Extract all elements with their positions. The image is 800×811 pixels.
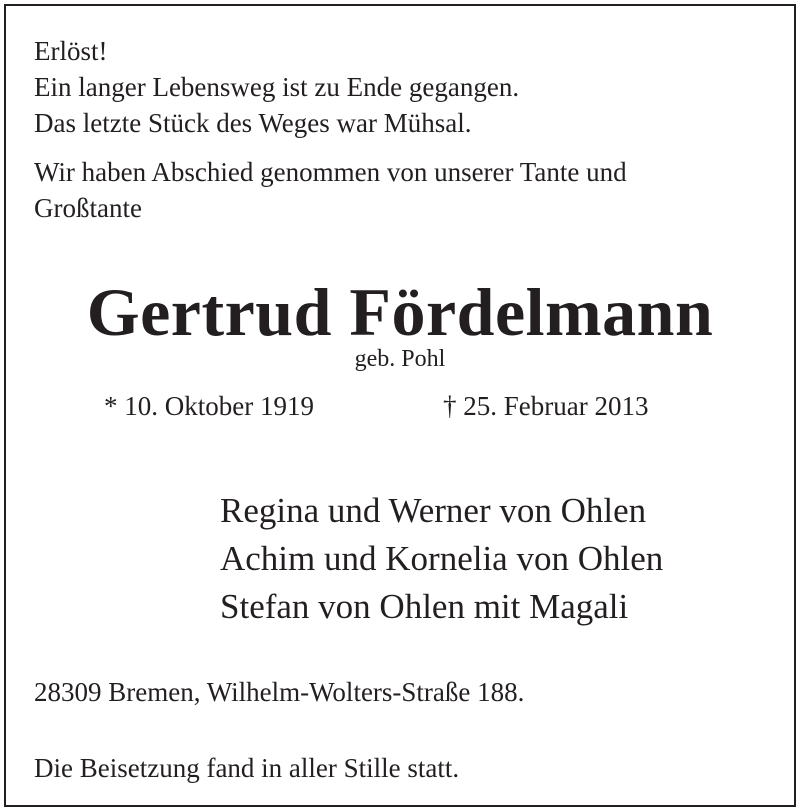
birth-name: geb. Pohl [354,346,446,372]
mourner-line-2: Achim und Kornelia von Ohlen [220,539,664,578]
farewell-line-1: Wir haben Abschied genommen von unserer Tante und [34,157,627,187]
farewell-line-2: Großtante [34,193,142,223]
birth-date: * 10. Oktober 1919 [104,391,314,421]
obituary-notice [4,4,796,807]
mourner-line-1: Regina und Werner von Ohlen [220,491,647,530]
intro-line-1: Erlöst! [34,36,108,66]
intro-line-3: Das letzte Stück des Weges war Mühsal. [34,108,472,138]
death-date: † 25. Februar 2013 [443,391,649,421]
intro-line-2: Ein langer Lebensweg ist zu Ende gegangen. [34,72,520,102]
deceased-name: Gertrud Fördelmann [86,274,714,350]
burial-note: Die Beisetzung fand in aller Stille statt. [34,753,460,783]
mourner-line-3: Stefan von Ohlen mit Magali [220,587,629,626]
address: 28309 Bremen, Wilhelm-Wolters-Straße 188. [34,677,525,707]
